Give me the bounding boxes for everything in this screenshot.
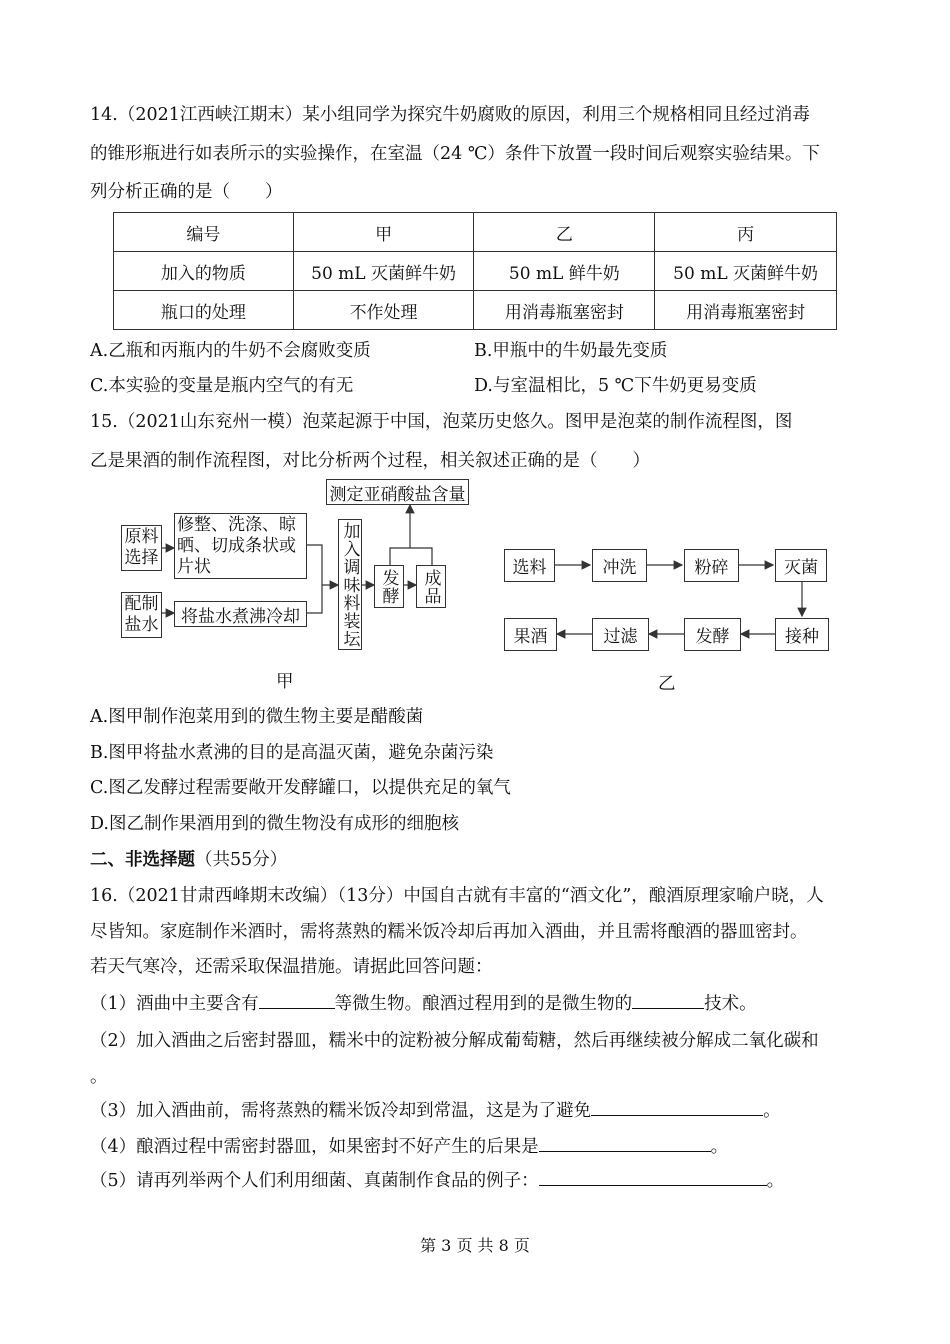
flow-step-box: 接种 — [775, 618, 829, 651]
table-cell: 甲 — [293, 213, 474, 252]
q14-stem-line3: 列分析正确的是（ ） — [90, 182, 283, 202]
q14-option-a: A.乙瓶和丙瓶内的牛奶不会腐败变质 — [90, 341, 371, 361]
q16-sub5 — [90, 1167, 784, 1192]
table-cell: 丙 — [655, 213, 837, 252]
q16-stem-line2: 尽皆知。家庭制作米酒时，需将蒸熟的糯米饭冷却后再加入酒曲，并且需将酿酒的器皿密封。 — [90, 922, 808, 942]
q14-option-d: D.与室温相比，5 ℃下牛奶更易变质 — [474, 376, 757, 396]
answer-blank[interactable] — [539, 1133, 711, 1152]
q14-option-c: C.本实验的变量是瓶内空气的有无 — [90, 376, 354, 396]
q16-sub1-text: 技术。 — [704, 994, 757, 1014]
table-cell: 不作处理 — [293, 291, 474, 330]
q16-stem-line3: 若天气寒冷，还需采取保温措施。请据此回答问题： — [90, 957, 493, 977]
section2-heading — [90, 846, 287, 871]
q15-option-d: D.图乙制作果酒用到的微生物没有成形的细胞核 — [90, 814, 459, 834]
q16-stem-line1: 16.（2021甘肃西峰期末改编）（13分）中国自古就有丰富的“酒文化”，酿酒原理家喻户晓，人 — [90, 886, 824, 906]
table-cell: 50 mL 鲜牛奶 — [474, 252, 655, 291]
ferment-box: 发酵 — [374, 565, 404, 608]
q15-option-b: B.图甲将盐水煮沸的目的是高温灭菌，避免杂菌污染 — [90, 743, 494, 763]
page-number: 第 3 页 共 8 页 — [420, 1236, 530, 1255]
caption-jia: 甲 — [276, 672, 294, 692]
section2-title: 二、非选择题 — [90, 850, 195, 870]
q16-sub5-text: （5）请再列举两个人们利用细菌、真菌制作食品的例子： — [90, 1171, 539, 1191]
q16-sub2-line1: （2）加入酒曲之后密封器皿，糯米中的淀粉被分解成葡萄糖，然后再继续被分解成二氧化碳和 — [90, 1031, 819, 1051]
product-box: 成品 — [416, 565, 446, 608]
q16-sub3-text: 。 — [763, 1101, 781, 1121]
flow-step-box: 发酵 — [684, 618, 741, 651]
flow-step-box: 冲洗 — [592, 549, 647, 582]
q16-sub1-text: （1）酒曲中主要含有 — [90, 994, 259, 1014]
flow-step-box: 粉碎 — [684, 549, 739, 582]
boil-box: 将盐水煮沸冷却 — [174, 601, 307, 627]
flow-step-box: 灭菌 — [775, 549, 827, 582]
q15-option-a: A.图甲制作泡菜用到的微生物主要是醋酸菌 — [90, 707, 424, 727]
add-seasoning-box: 加入调味料装坛 — [338, 519, 362, 650]
table-cell: 用消毒瓶塞密封 — [655, 291, 837, 330]
raw-material-box: 原料选择 — [121, 525, 162, 571]
flow-step-box: 选料 — [504, 549, 555, 582]
answer-blank[interactable] — [632, 990, 704, 1009]
caption-yi: 乙 — [658, 674, 676, 694]
q14-stem-line2: 的锥形瓶进行如表所示的实验操作，在室温（24 ℃）条件下放置一段时间后观察实验结果。下 — [90, 144, 820, 164]
q16-sub4-text: 。 — [710, 1137, 729, 1157]
q16-sub2-line2: 。 — [90, 1067, 108, 1087]
table-cell: 编号 — [114, 213, 294, 252]
q15-stem-line1: 15.（2021山东兖州一模）泡菜起源于中国，泡菜历史悠久。图甲是泡菜的制作流程图，图 — [90, 412, 793, 432]
q16-sub4-text: （4）酿酒过程中需密封器皿，如果密封不好产生的后果是 — [90, 1137, 539, 1157]
table-cell: 加入的物质 — [114, 252, 294, 291]
q16-sub3-text: （3）加入酒曲前，需将蒸熟的糯米饭冷却到常温，这是为了避免 — [90, 1101, 592, 1121]
table-cell: 乙 — [474, 213, 655, 252]
table-cell: 瓶口的处理 — [114, 291, 294, 330]
table-cell: 50 mL 灭菌鲜牛奶 — [293, 252, 474, 291]
q14-option-b: B.甲瓶中的牛奶最先变质 — [474, 341, 668, 361]
table-cell: 用消毒瓶塞密封 — [474, 291, 655, 330]
q16-sub1 — [90, 990, 757, 1015]
answer-blank[interactable] — [539, 1167, 767, 1186]
q15-stem-line2: 乙是果酒的制作流程图，对比分析两个过程，相关叙述正确的是（ ） — [90, 451, 650, 471]
q16-sub5-text: 。 — [766, 1171, 785, 1191]
prepare-brine-box: 配制盐水 — [121, 592, 162, 638]
answer-blank[interactable] — [591, 1097, 763, 1116]
table-cell: 50 mL 灭菌鲜牛奶 — [655, 252, 837, 291]
q14-stem-line1: 14.（2021江西峡江期末）某小组同学为探究牛奶腐败的原因，利用三个规格相同且经过消毒 — [90, 105, 810, 125]
trim-box: 修整、洗涤、晾晒、切成条状或片状 — [174, 513, 307, 579]
q16-sub4 — [90, 1133, 728, 1158]
answer-blank[interactable] — [259, 990, 335, 1009]
section2-note: （共55分） — [195, 850, 288, 870]
flow-step-box: 果酒 — [504, 618, 557, 651]
measure-nitrite-box: 测定亚硝酸盐含量 — [326, 479, 469, 505]
flow-step-box: 过滤 — [592, 618, 649, 651]
q15-option-c: C.图乙发酵过程需要敞开发酵罐口，以提供充足的氧气 — [90, 778, 511, 798]
q16-sub3 — [90, 1097, 781, 1122]
q16-sub1-text: 等微生物。酿酒过程用到的是微生物的 — [334, 994, 633, 1014]
